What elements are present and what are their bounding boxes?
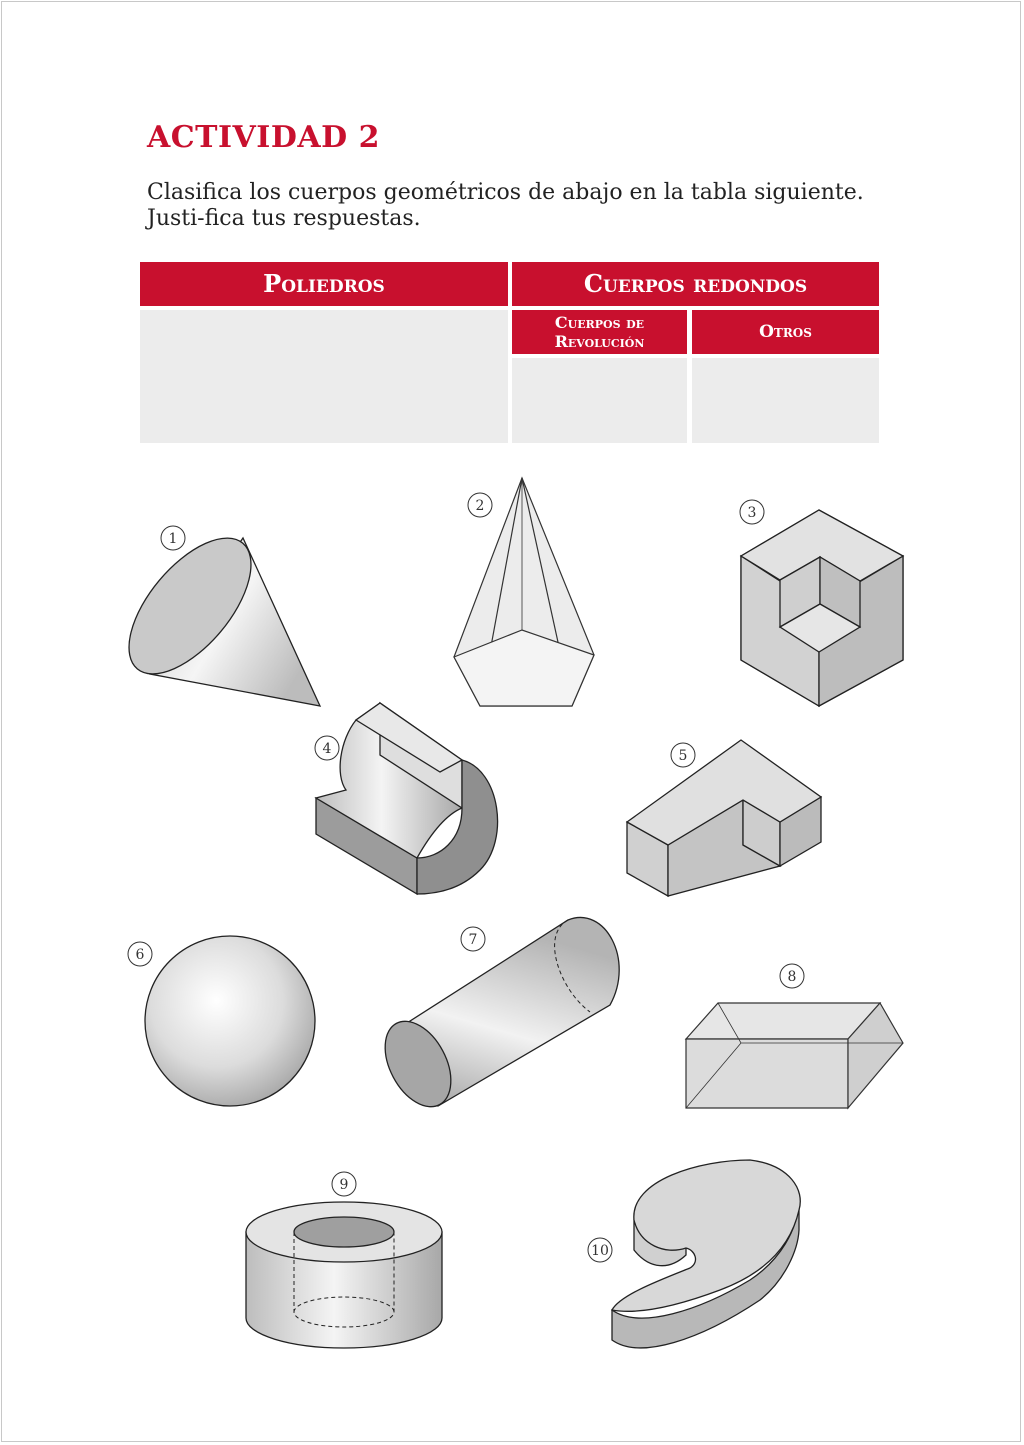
number-7: 7 <box>468 932 478 948</box>
figure-4-half-pipe <box>315 703 498 894</box>
sphere-icon <box>145 936 315 1106</box>
figure-9-hollow-cylinder <box>246 1172 442 1348</box>
header-poliedros: Poliedros <box>140 262 508 306</box>
cylinder-icon <box>372 917 620 1117</box>
figure-6-sphere <box>128 936 315 1106</box>
figure-8-prism <box>686 964 903 1108</box>
l-prism-icon <box>627 740 821 896</box>
number-2: 2 <box>475 498 485 514</box>
number-9: 9 <box>339 1177 349 1193</box>
cube-with-corner-cut-icon <box>741 510 903 706</box>
subheader-otros: Otros <box>692 310 879 354</box>
half-pipe-block-icon <box>316 703 498 894</box>
figure-2-pyramid <box>454 478 594 706</box>
number-1: 1 <box>168 531 178 547</box>
header-cuerpos-redondos: Cuerpos redondos <box>512 262 879 306</box>
activity-title: ACTIVIDAD 2 <box>147 120 380 155</box>
subheader-cuerpos-revolucion: Cuerpos de Revolución <box>512 310 687 354</box>
figure-7-cylinder <box>372 917 620 1117</box>
number-8: 8 <box>787 969 797 985</box>
number-10: 10 <box>591 1243 609 1259</box>
comma-shaped-solid-icon <box>612 1160 800 1348</box>
figure-1-cone <box>107 517 320 706</box>
figure-5-l-prism <box>627 740 821 896</box>
hollow-cylinder-icon <box>246 1202 442 1348</box>
number-5: 5 <box>678 748 688 764</box>
number-6: 6 <box>135 947 145 963</box>
number-3: 3 <box>747 505 757 521</box>
figure-3-cube-cut <box>740 500 903 706</box>
number-4: 4 <box>322 741 332 757</box>
pentagonal-prism-icon <box>686 1003 903 1108</box>
instruction-text: Clasifica los cuerpos geométricos de abajo en la tabla siguiente. Justi-fica tus respuestas. <box>147 180 864 231</box>
figure-10-comma-solid <box>588 1160 800 1348</box>
